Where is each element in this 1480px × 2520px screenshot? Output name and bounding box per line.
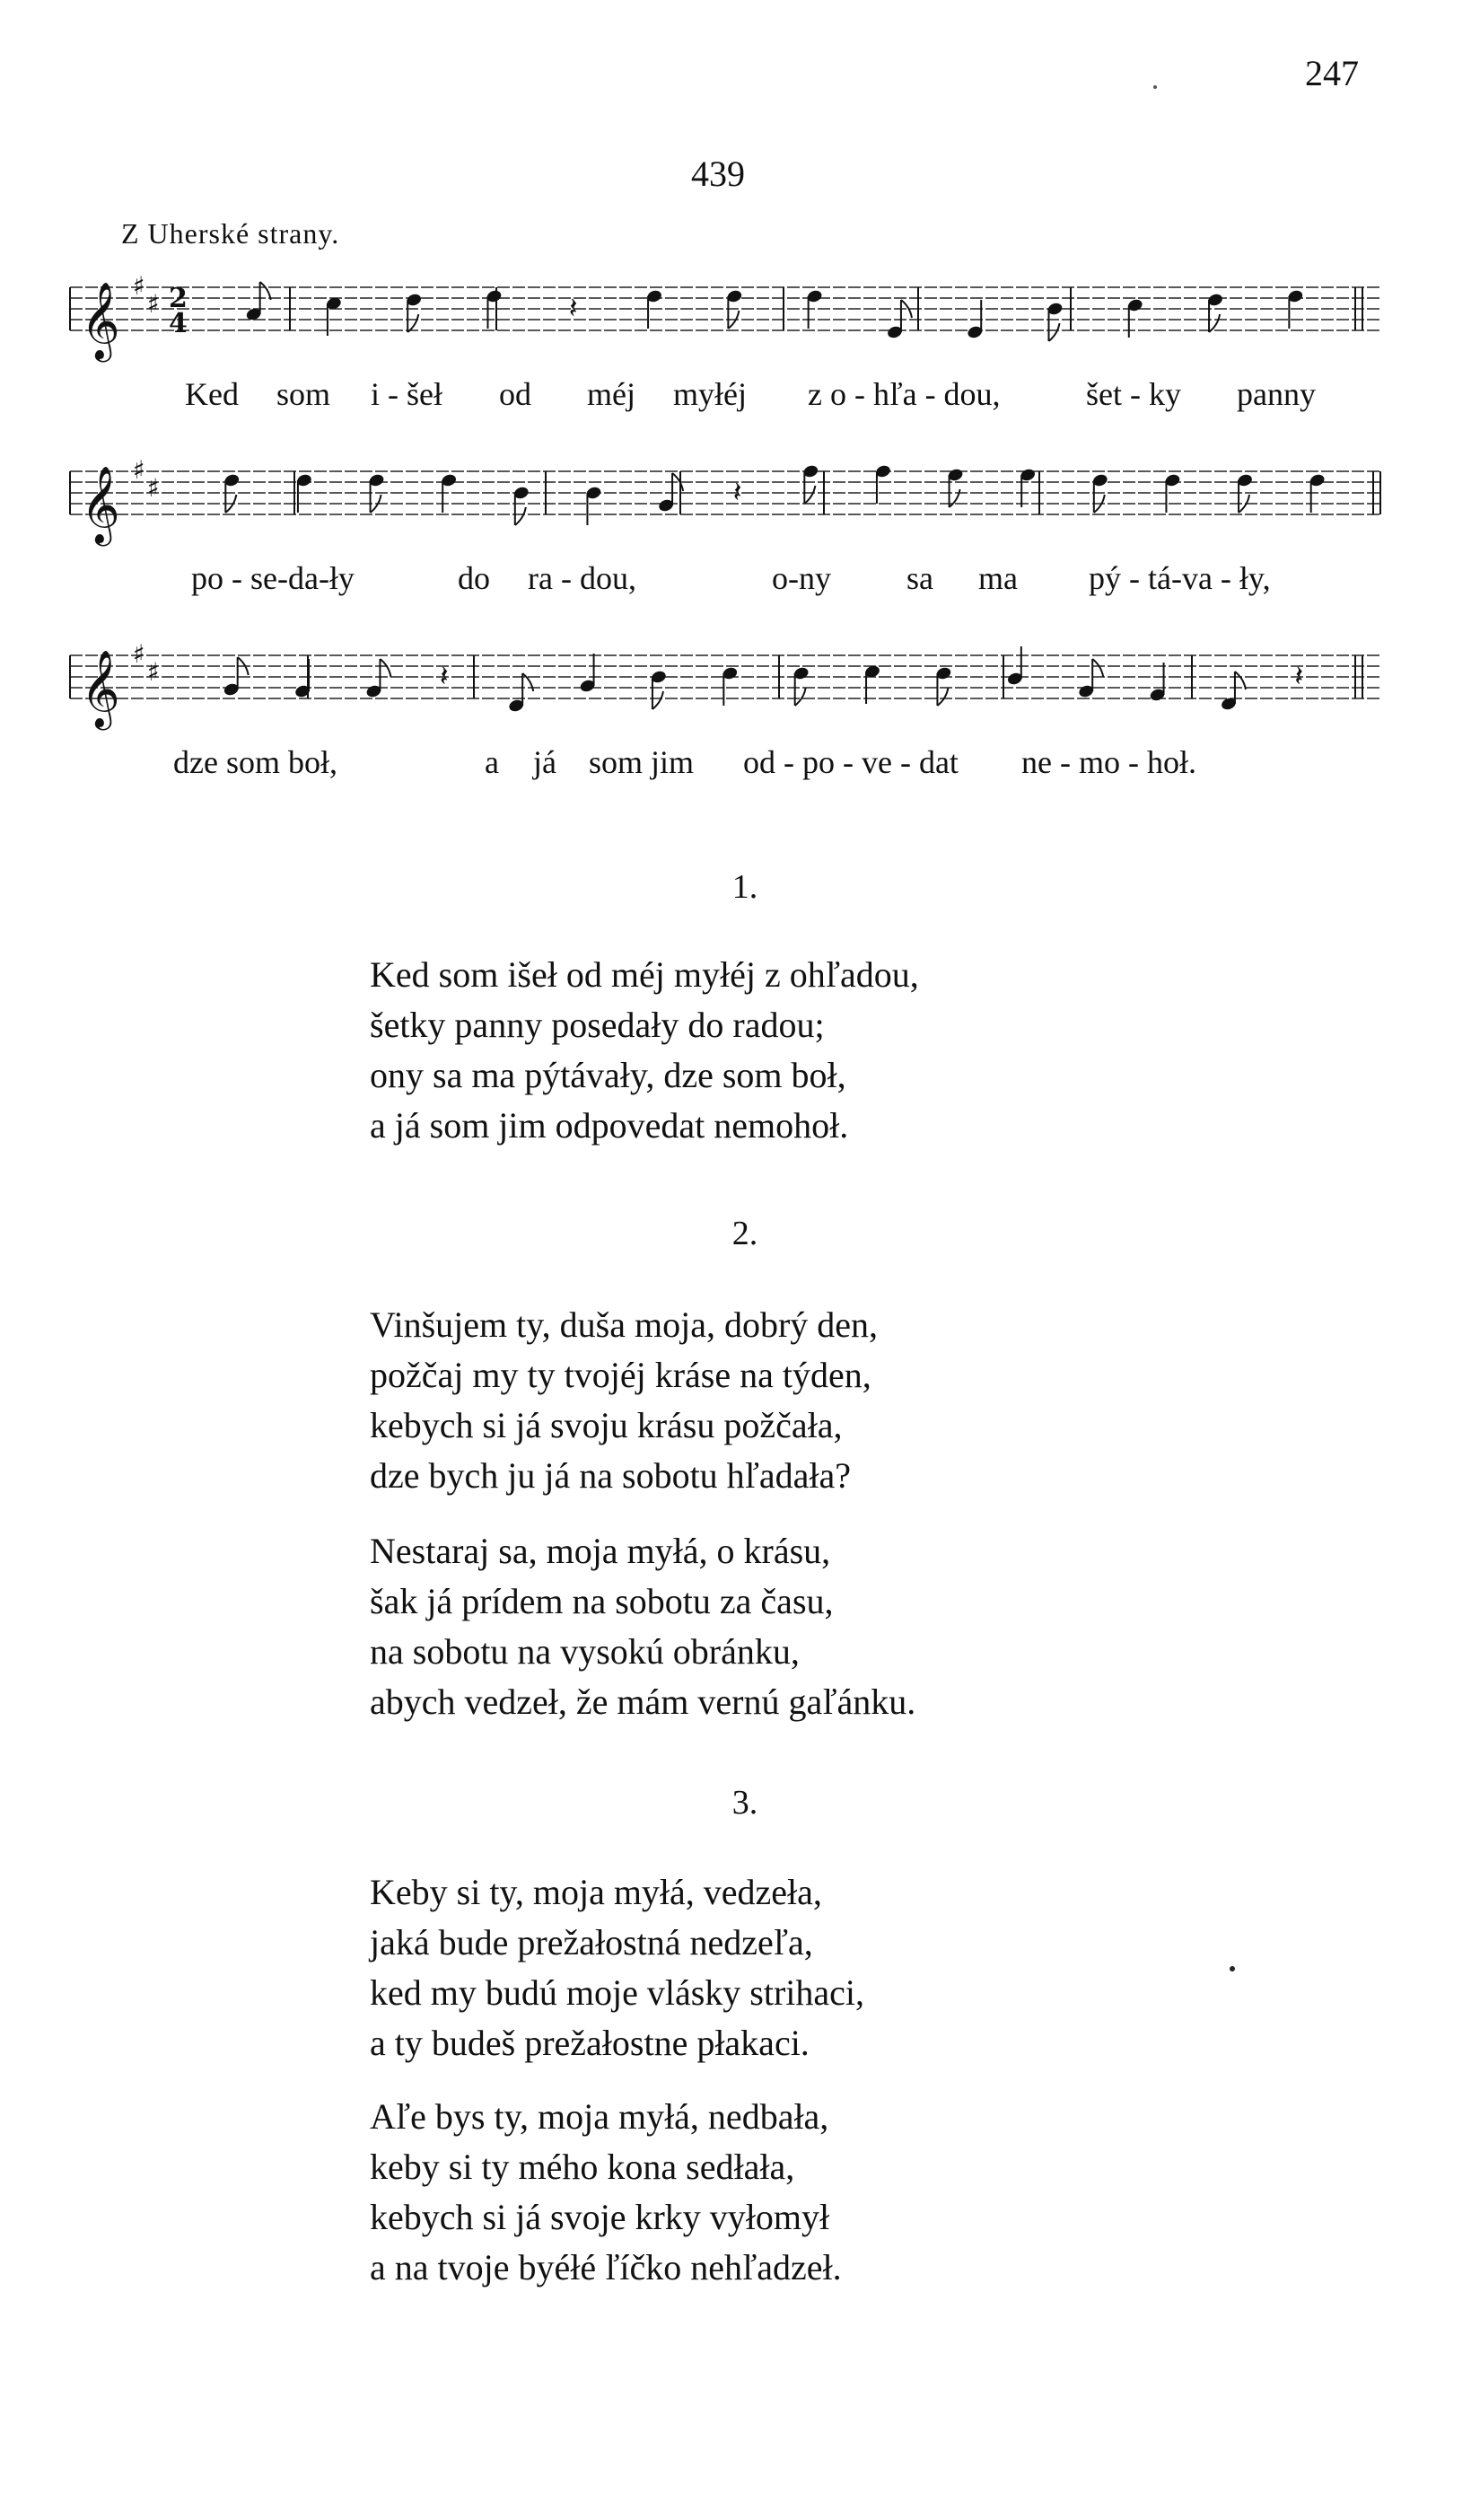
rest-symbol: 𝄽 — [732, 475, 742, 509]
lyric-syllable: po - se-da-ły — [191, 560, 355, 596]
lyric-syllable: já — [533, 744, 556, 780]
note-flag — [1209, 314, 1220, 332]
music-system-2 — [70, 453, 1380, 633]
lyric-syllable: som jim — [589, 744, 695, 780]
verse-line: jaká bude prežałostná nedzeľa, — [370, 1922, 813, 1962]
time-signature-bottom: 4 — [169, 308, 188, 339]
lyrics-line-1 — [70, 375, 1380, 420]
verse-line: šetky panny posedały do radou; — [370, 1005, 825, 1045]
note-flag — [1049, 323, 1060, 341]
note-flag — [380, 659, 390, 677]
verse-line: Ked som išeł od méj myłéj z ohľadou, — [370, 954, 919, 995]
verse-line: ony sa ma pýtávały, dze som boł, — [370, 1055, 846, 1095]
verse-line: keby si ty mého kona sedłała, — [370, 2147, 795, 2187]
verse-line: a já som jim odpovedat nemohoł. — [370, 1105, 849, 1146]
verse-number-3: 3. — [731, 1784, 758, 1822]
time-signature-top: 2 — [169, 283, 188, 314]
sharp-sign: ♯ — [147, 473, 160, 503]
lyric-syllable: ne - mo - hoł. — [1021, 744, 1196, 780]
verse-line: abych vedzeł, že mám vernú gaľánku. — [370, 1681, 916, 1722]
note-flag — [950, 489, 960, 507]
note-flag — [937, 688, 948, 706]
song-number: 439 — [691, 154, 745, 194]
lyric-syllable: o-ny — [772, 560, 831, 596]
note-flag — [1235, 672, 1246, 689]
lyric-syllable: dze som boł, — [173, 744, 337, 780]
lyric-syllable: ma — [978, 560, 1018, 596]
lyric-syllable: pý - tá-va - ły, — [1089, 560, 1271, 596]
verse-line: dze bych ju já na sobotu hľadała? — [370, 1455, 852, 1496]
verse-line: kebych si já svoje krky vyłomył — [370, 2197, 830, 2237]
lyric-syllable: panny — [1237, 376, 1316, 412]
verse-1-stanza-1 — [370, 950, 1178, 1151]
lyric-syllable: do — [458, 560, 490, 596]
sharp-sign: ♯ — [133, 455, 145, 485]
verse-line: ked my budú moje vlásky strihaci, — [370, 1972, 865, 2013]
note-flag — [260, 282, 271, 300]
lyric-syllable: myłéj — [673, 376, 747, 412]
lyric-syllable: Ked — [185, 376, 239, 412]
verse-number-2: 2. — [731, 1215, 758, 1252]
verse-line: Aľe bys ty, moja myłá, nedbała, — [370, 2096, 829, 2137]
lyric-syllable: a — [485, 744, 499, 780]
verse-3-stanza-2 — [370, 2092, 1178, 2293]
sharp-sign: ♯ — [133, 271, 145, 301]
lyric-syllable: šet - ky — [1086, 376, 1181, 412]
treble-clef: 𝄞 — [81, 466, 120, 543]
sharp-sign: ♯ — [147, 289, 160, 319]
treble-clef: 𝄞 — [81, 282, 120, 359]
lyrics-line-2 — [70, 559, 1380, 604]
lyric-syllable: i - šeł — [371, 376, 442, 412]
treble-clef: 𝄞 — [81, 650, 120, 727]
rest-symbol: 𝄽 — [1294, 659, 1304, 693]
staff-3 — [70, 637, 1380, 736]
music-system-1 — [70, 269, 1380, 449]
lyric-syllable: ra - dou, — [528, 560, 636, 596]
verse-line: kebych si já svoju krásu požčała, — [370, 1405, 843, 1445]
note-flag — [407, 314, 418, 332]
verse-line: požčaj my ty tvojéj kráse na týden, — [370, 1355, 871, 1395]
rest-symbol: 𝄽 — [568, 291, 578, 325]
lyric-syllable: od — [499, 376, 531, 412]
music-system-3 — [70, 637, 1380, 817]
verse-line: Keby si ty, moja myłá, vedzeła, — [370, 1872, 822, 1912]
sharp-sign: ♯ — [147, 657, 160, 687]
lyric-syllable: od - po - ve - dat — [743, 744, 959, 780]
verse-line: a ty budeš prežałostne płakaci. — [370, 2023, 810, 2063]
lyric-syllable: som — [276, 376, 331, 412]
verse-line: Vinšujem ty, duša moja, dobrý den, — [370, 1304, 879, 1345]
source-label: Z Uherské strany. — [121, 217, 340, 250]
verse-2-stanza-2 — [370, 1526, 1178, 1727]
lyrics-line-3 — [70, 743, 1380, 788]
verse-2-stanza-1 — [370, 1300, 1178, 1501]
note-flag — [795, 688, 806, 706]
lyric-syllable: méj — [587, 376, 635, 412]
verse-3-stanza-1 — [370, 1867, 1178, 2068]
sharp-sign: ♯ — [133, 639, 145, 669]
lyric-syllable: z o - hľa - dou, — [808, 376, 1001, 412]
print-speck — [1153, 85, 1157, 89]
page-number: 247 — [1305, 53, 1359, 93]
note-flag — [522, 673, 533, 691]
note-flag — [515, 507, 526, 525]
verse-line: Nestaraj sa, moja myłá, o krásu, — [370, 1531, 831, 1571]
verse-line: šak já prídem na sobotu za času, — [370, 1581, 834, 1621]
verse-number-1: 1. — [731, 868, 758, 906]
lyric-syllable: sa — [906, 560, 933, 596]
verse-line: na sobotu na vysokú obránku, — [370, 1631, 800, 1672]
rest-symbol: 𝄽 — [439, 659, 449, 693]
note-flag — [1092, 659, 1103, 677]
staff-1 — [70, 269, 1380, 368]
print-speck — [1230, 1966, 1235, 1971]
verse-line: a na tvoje byéłé ľíčko nehľadzeł. — [370, 2247, 842, 2287]
staff-2 — [70, 453, 1380, 552]
note-flag — [652, 691, 663, 709]
note-flag — [804, 486, 815, 504]
